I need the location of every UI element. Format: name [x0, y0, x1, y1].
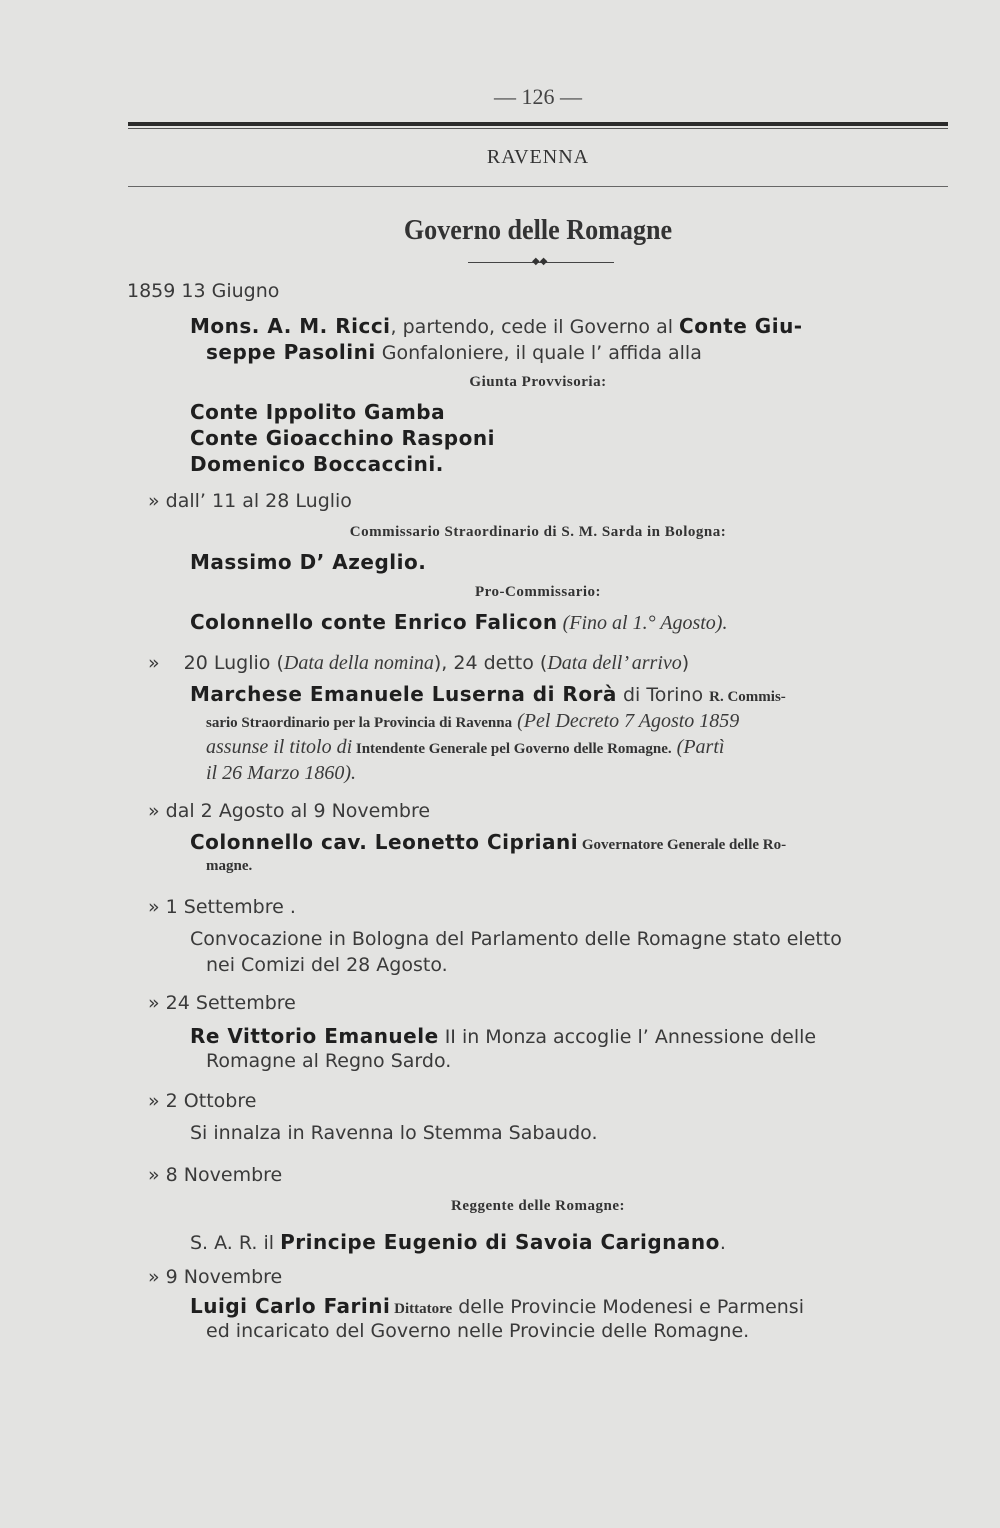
entry-date-note: Data della nomina: [283, 652, 434, 674]
person-name: seppe Pasolini: [206, 340, 376, 364]
entry-date: » 24 Settembre: [148, 992, 296, 1014]
office-heading: Reggente delle Romagne:: [451, 1198, 625, 1214]
ditto-mark: »: [148, 652, 160, 674]
page-title: Governo delle Romagne: [403, 214, 673, 246]
entry-line: [190, 682, 786, 706]
entry-line: [190, 830, 786, 854]
entry-text: Gonfaloniere, il quale l’ affida alla: [375, 342, 702, 364]
entry-date-note: Data dell’ arrivo: [547, 652, 682, 674]
person-name: Luigi Carlo Farini: [190, 1294, 391, 1318]
entry-date: » 9 Novembre: [148, 1266, 283, 1288]
header-rule-thick: [128, 122, 948, 126]
entry-note: assunse il titolo di: [206, 736, 353, 758]
entry-line: [190, 610, 727, 635]
entry-date-text: ): [681, 652, 690, 674]
entry-date: » 2 Ottobre: [148, 1090, 257, 1112]
entry-text: Convocazione in Bologna del Parlamento delle Romagne stato eletto: [190, 928, 842, 950]
office-text: Governatore Generale delle Ro-: [578, 837, 787, 853]
office-text: sario Straordinario per la Provincia di Ravenna: [206, 715, 513, 731]
entry-line: [206, 710, 739, 733]
entry-note: (Pel Decreto 7 Agosto 1859: [512, 710, 740, 732]
page-number: — 126 —: [494, 84, 582, 109]
entry-date: » 1 Settembre .: [148, 896, 296, 918]
entry-note: il 26 Marzo 1860).: [206, 762, 356, 784]
person-name: Mons. A. M. Ricci: [190, 314, 391, 338]
person-name: Conte Giu-: [679, 314, 803, 338]
member-name: Conte Ippolito Gamba: [190, 400, 446, 424]
entry-text: II in Monza accoglie l’ Annessione delle: [438, 1026, 817, 1048]
entry-text: .: [719, 1232, 726, 1254]
entry-line: [206, 340, 702, 364]
entry-text: S. A. R. il: [190, 1232, 281, 1254]
entry-date: [148, 652, 689, 675]
office-heading: Giunta Provvisoria:: [469, 374, 607, 390]
header-rule-thin: [128, 128, 948, 129]
entry-line: [190, 1294, 804, 1318]
entry-date: » dall’ 11 al 28 Luglio: [148, 490, 352, 512]
office-text: magne.: [206, 858, 253, 874]
person-name: Principe Eugenio di Savoia Carignano: [280, 1230, 720, 1254]
person-name: Colonnello conte Enrico Falicon: [190, 610, 558, 634]
entry-date-text: ), 24 detto (: [433, 652, 548, 674]
entry-text: , partendo, cede il Governo al: [390, 316, 680, 338]
entry-text: ed incaricato del Governo nelle Provincie delle Romagne.: [206, 1320, 750, 1342]
entry-text: Si innalza in Ravenna lo Stemma Sabaudo.: [190, 1122, 598, 1144]
entry-date: 1859 13 Giugno: [127, 280, 280, 302]
entry-text: delle Provincie Modenesi e Parmensi: [452, 1296, 804, 1318]
entry-date-text: 20 Luglio (: [183, 652, 284, 674]
person-name: Massimo D’ Azeglio.: [190, 550, 427, 574]
office-heading: Pro-Commissario:: [474, 584, 602, 600]
office-text: Dittatore: [390, 1301, 453, 1317]
entry-line: [206, 736, 724, 759]
person-name: Colonnello cav. Leonetto Cipriani: [190, 830, 579, 854]
entry-date: » 8 Novembre: [148, 1164, 283, 1186]
office-text: Intendente Generale pel Governo delle Romagne.: [352, 741, 672, 757]
entry-line: [190, 1230, 726, 1254]
entry-note: (Partì: [671, 736, 725, 758]
office-text: R. Commis-: [709, 689, 786, 705]
member-name: Domenico Boccaccini.: [190, 452, 444, 476]
section-city: RAVENNA: [486, 146, 590, 168]
entry-line: [190, 314, 803, 338]
entry-note: (Fino al 1.° Agosto).: [557, 612, 728, 634]
person-name: Re Vittorio Emanuele: [190, 1024, 439, 1048]
city-rule: [128, 186, 948, 187]
entry-text: di Torino: [616, 684, 710, 706]
person-name: Marchese Emanuele Luserna di Rorà: [190, 682, 617, 706]
entry-date: » dal 2 Agosto al 9 Novembre: [148, 800, 431, 822]
title-ornament-dots: ◆◆: [532, 256, 548, 267]
entry-text: Romagne al Regno Sardo.: [206, 1050, 452, 1072]
entry-line: [190, 1024, 816, 1048]
entry-text: nei Comizi del 28 Agosto.: [206, 954, 448, 976]
office-heading: Commissario Straordinario di S. M. Sarda in Bologna:: [349, 524, 727, 540]
member-name: Conte Gioacchino Rasponi: [190, 426, 495, 450]
